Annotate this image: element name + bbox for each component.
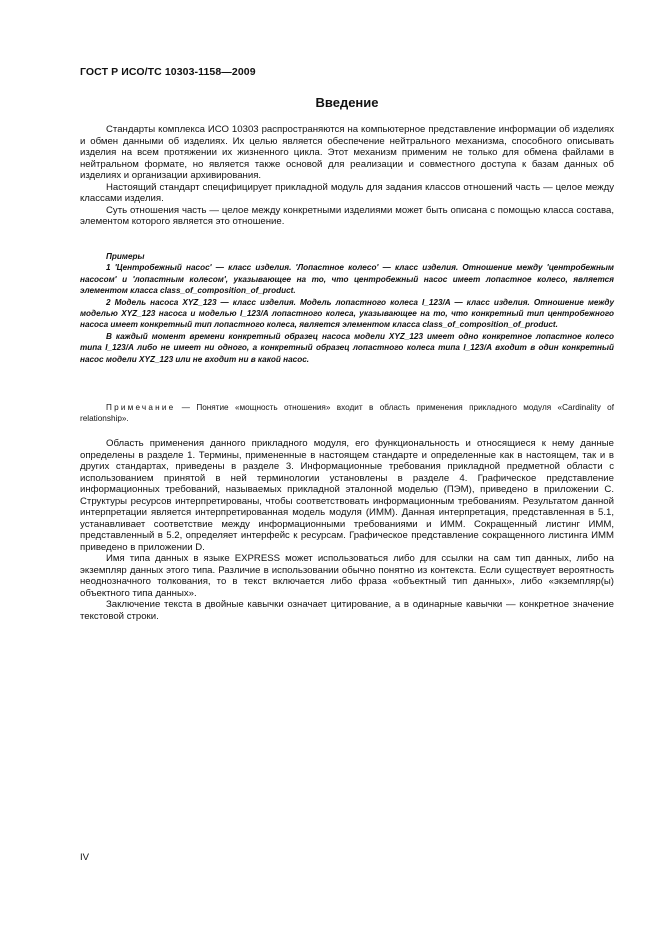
- body-section: [80, 438, 614, 622]
- intro-paragraph: Суть отношения часть — целое между конкретными изделиями может быть описана с помощью класса состава, элементом которого является это отношение.: [80, 204, 614, 227]
- note-paragraph: [80, 402, 614, 425]
- intro-section: [80, 124, 614, 228]
- example-item: 1 'Центробежный насос' — класс изделия. 'Лопастное колесо' — класс изделия. Отношение между 'центробежным насосом' и 'лопастным колесом', указывающее на то, что центробежный насос имеет лопастное колесо, является элементом класса class_of_composition_of_product.: [80, 263, 614, 296]
- example-item: 2 Модель насоса XYZ_123 — класс изделия. Модель лопастного колеса I_123/A — класс изделия. Отношение между моделью XYZ_123 насоса и моделью I_123/A лопастного колеса, указывающее на то, что конкретный тип центробежного насоса имеет конкретный тип лопастного колеса, является элементом класса class_of_composition_of_product.: [80, 297, 614, 330]
- examples-section: [80, 251, 614, 365]
- note-label: Примечание: [106, 403, 176, 412]
- body-paragraph: Имя типа данных в языке EXPRESS может использоваться либо для ссылки на сам тип данных, либо на экземпляр данных этого типа. Различие в использовании обычно понятно из контекста. Если существует вероятность неоднозначного толкования, то в текст включается либо фраза «объектный тип данных», либо «экземпляр(ы) объектного типа данных».: [80, 553, 614, 599]
- standard-header: ГОСТ Р ИСО/ТС 10303-1158—2009: [80, 66, 256, 78]
- intro-paragraph: Стандарты комплекса ИСО 10303 распространяются на компьютерное представление информации об изделиях и обмен данными об изделиях. Их целью является обеспечение нейтрального механизма, способного описывать изделия на всем протяжении их жизненного цикла. Этот механизм применим не только для обмена файлами в нейтральном формате, но является также основой для реализации и совместного доступа к базам данных об изделиях и организации архивирования.: [80, 124, 614, 181]
- example-item: В каждый момент времени конкретный образец насоса модели XYZ_123 имеет одно конкретное лопастное колесо типа I_123/A либо не имеет ни одного, а конкретный образец лопастного колеса типа I_123/A входит в один конкретный насос модели XYZ_123 или не входит ни в какой насос.: [80, 331, 614, 364]
- body-paragraph: Заключение текста в двойные кавычки означает цитирование, а в одинарные кавычки — конкретное значение текстовой строки.: [80, 599, 614, 622]
- note-text: — Понятие «мощность отношения» входит в область применения прикладного модуля «Cardinality of relationship».: [80, 403, 614, 424]
- section-title: Введение: [315, 95, 379, 110]
- note-section: [80, 402, 614, 425]
- body-paragraph: Область применения данного прикладного модуля, его функциональность и относящиеся к нему данные определены в разделе 1. Термины, примененные в настоящем стандарте и определенные как в настоящем, так и в других стандартах, приведены в разделе 3. Информационные требования прикладной предметной области с использованием принятой в ней терминологии установлены в разделе 4. Графическое представление информационных требований, называемых прикладной эталонной моделью (ПЭМ), приведено в приложении C. Структуры ресурсов интерпретированы, чтобы соответствовать информационным требованиям. Результатом данной интерпретации является интерпретированная модель модуля (ИММ). Данная интерпретация, представленная в 5.1, устанавливает соответствие между информационными требованиями и ИММ. Сокращенный листинг ИММ, представленный в 5.2, определяет интерфейс к ресурсам. Графическое представление сокращенного листинга ИММ приведено в приложении D.: [80, 438, 614, 553]
- page-number: IV: [80, 852, 90, 863]
- intro-paragraph: Настоящий стандарт специфицирует прикладной модуль для задания классов отношений часть — целое между классами изделия.: [80, 181, 614, 204]
- examples-heading: Примеры: [106, 252, 145, 261]
